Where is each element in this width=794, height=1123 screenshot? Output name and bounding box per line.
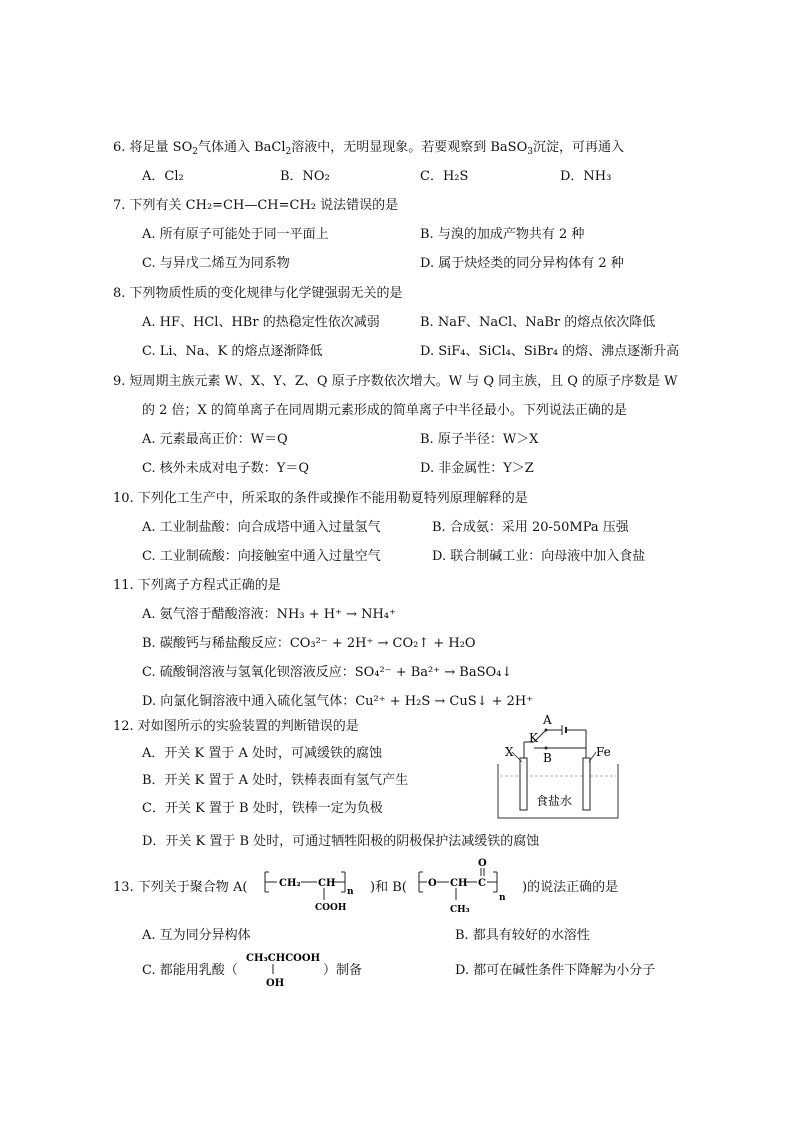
q13-option-d: D. 都可在碱性条件下降解为小分子 [455,963,656,978]
q6-option-a: A．Cl₂ [142,169,184,184]
label-b: B [543,751,552,765]
q6-stem: 6. 将足量 $SO_2$气体通入 BaCl$_2$溶液中，无明显现象。若要观察到 BaSO$_3$沉淀，可再通入 [113,140,624,157]
svg-text:COOH: COOH [315,903,347,913]
q7-stem: 7. 下列有关 CH₂=CH—CH=CH₂ 说法错误的是 [113,198,399,213]
q9-stem-line2: 的 2 倍；X 的简单离子在同周期元素形成的简单离子中半径最小。下列说法正确的是 [142,403,627,418]
electrode-x [520,758,527,810]
q12-option-c: C．开关 K 置于 B 处时，铁棒一定为负极 [142,801,383,816]
contact-a [545,729,548,732]
polymer-b-structure [415,856,525,916]
q6-option-b: B．NO₂ [280,169,330,184]
q13-option-c: C. 都能用乳酸（ [142,963,238,978]
q7-option-c: C. 与异戊二烯互为同系物 [142,256,290,271]
q10-option-a: A. 工业制盐酸：向合成塔中通入过量氢气 [142,520,381,535]
q6-option-d: D．NH₃ [560,169,612,184]
beaker [498,764,618,818]
contact-b [545,747,548,750]
q12-option-d: D．开关 K 置于 B 处时，可通过牺牲阳极的阴极保护法减缓铁的腐蚀 [142,834,540,849]
q13-option-b: B. 都具有较好的水溶性 [455,928,590,943]
q7-option-d: D. 属于炔烃类的同分异构体有 2 种 [420,256,624,271]
q13-stem-post: )的说法正确的是 [522,880,619,895]
q8-option-d: D. SiF₄、SiCl₄、SiBr₄ 的熔、沸点逐渐升高 [420,344,680,359]
q8-option-c: C. Li、Na、K 的熔点逐渐降低 [142,344,323,359]
label-k: K [529,731,538,745]
q13-option-c-post: ）制备 [323,963,363,978]
label-a: A [543,713,552,727]
svg-text:CH₃: CH₃ [450,905,470,915]
q9-option-b: B. 原子半径：W＞X [420,432,539,447]
q7-option-a: A. 所有原子可能处于同一平面上 [142,227,329,242]
q9-option-a: A. 元素最高正价：W＝Q [142,432,288,447]
q13-option-a: A. 互为同分异构体 [142,928,251,943]
q9-stem-line1: 9. 短周期主族元素 W、X、Y、Z、Q 原子序数依次增大。W 与 Q 同主族，且 Q 的原子序数是 W [113,374,678,389]
q10-stem: 10. 下列化工生产中，所采取的条件或操作不能用勒夏特列原理解释的是 [113,491,528,506]
lactic-acid-structure [242,948,324,990]
q8-option-b: B. NaF、NaCl、NaBr 的熔点依次降低 [420,315,656,330]
q8-option-a: A. HF、HCl、HBr 的热稳定性依次减弱 [142,315,380,330]
q10-option-b: B. 合成氨：采用 20-50MPa 压强 [432,520,629,535]
label-x: X [505,745,514,759]
svg-text:CH: CH [318,878,336,889]
svg-text:C: C [478,878,486,889]
svg-text:n: n [499,893,506,903]
solution-label: 食盐水 [536,794,573,808]
polymer-a-structure [261,866,371,914]
electrolysis-apparatus-figure [494,712,624,824]
q9-option-d: D. 非金属性：Y＞Z [420,461,534,476]
q12-stem: 12. 对如图所示的实验装置的判断错误的是 [113,719,359,734]
q9-option-c: C. 核外未成对电子数：Y＝Q [142,461,309,476]
q11-option-b: B. 碳酸钙与稀盐酸反应：CO₃²⁻ + 2H⁺ → CO₂↑ + H₂O [142,636,476,651]
svg-text:CH₂: CH₂ [279,878,301,889]
svg-text:OH: OH [266,978,285,989]
q8-stem: 8. 下列物质性质的变化规律与化学键强弱无关的是 [113,286,403,301]
label-fe: Fe [596,745,611,759]
svg-text:O: O [428,878,437,889]
q7-option-b: B. 与溴的加成产物共有 2 种 [420,227,585,242]
q11-option-c: C. 硫酸铜溶液与氢氧化钡溶液反应：SO₄²⁻ + Ba²⁺ → BaSO₄↓ [142,665,513,680]
electrode-fe [583,758,590,810]
svg-text:CH: CH [450,878,468,889]
q6-option-c: C．H₂S [420,169,469,184]
q11-stem: 11. 下列离子方程式正确的是 [113,578,281,593]
q12-option-b: B．开关 K 置于 A 处时，铁棒表面有氢气产生 [142,773,409,788]
q10-option-c: C. 工业制硫酸：向接触室中通入过量空气 [142,549,381,564]
q11-option-d: D. 向氯化铜溶液中通入硫化氢气体：Cu²⁺ + H₂S → CuS↓ + 2H⁺ [142,694,534,709]
svg-text:CH₃CHCOOH: CH₃CHCOOH [246,953,321,964]
q12-option-a: A．开关 K 置于 A 处时，可减缓铁的腐蚀 [142,746,383,761]
q11-option-a: A. 氨气溶于醋酸溶液：NH₃ + H⁺ → NH₄⁺ [142,607,396,622]
q13-stem-pre: 13. 下列关于聚合物 A( [113,880,248,895]
svg-text:O: O [478,858,487,869]
svg-text:n: n [347,887,354,897]
q10-option-d: D. 联合制碱工业：向母液中加入食盐 [432,549,646,564]
q13-stem-mid: )和 B( [370,880,407,895]
